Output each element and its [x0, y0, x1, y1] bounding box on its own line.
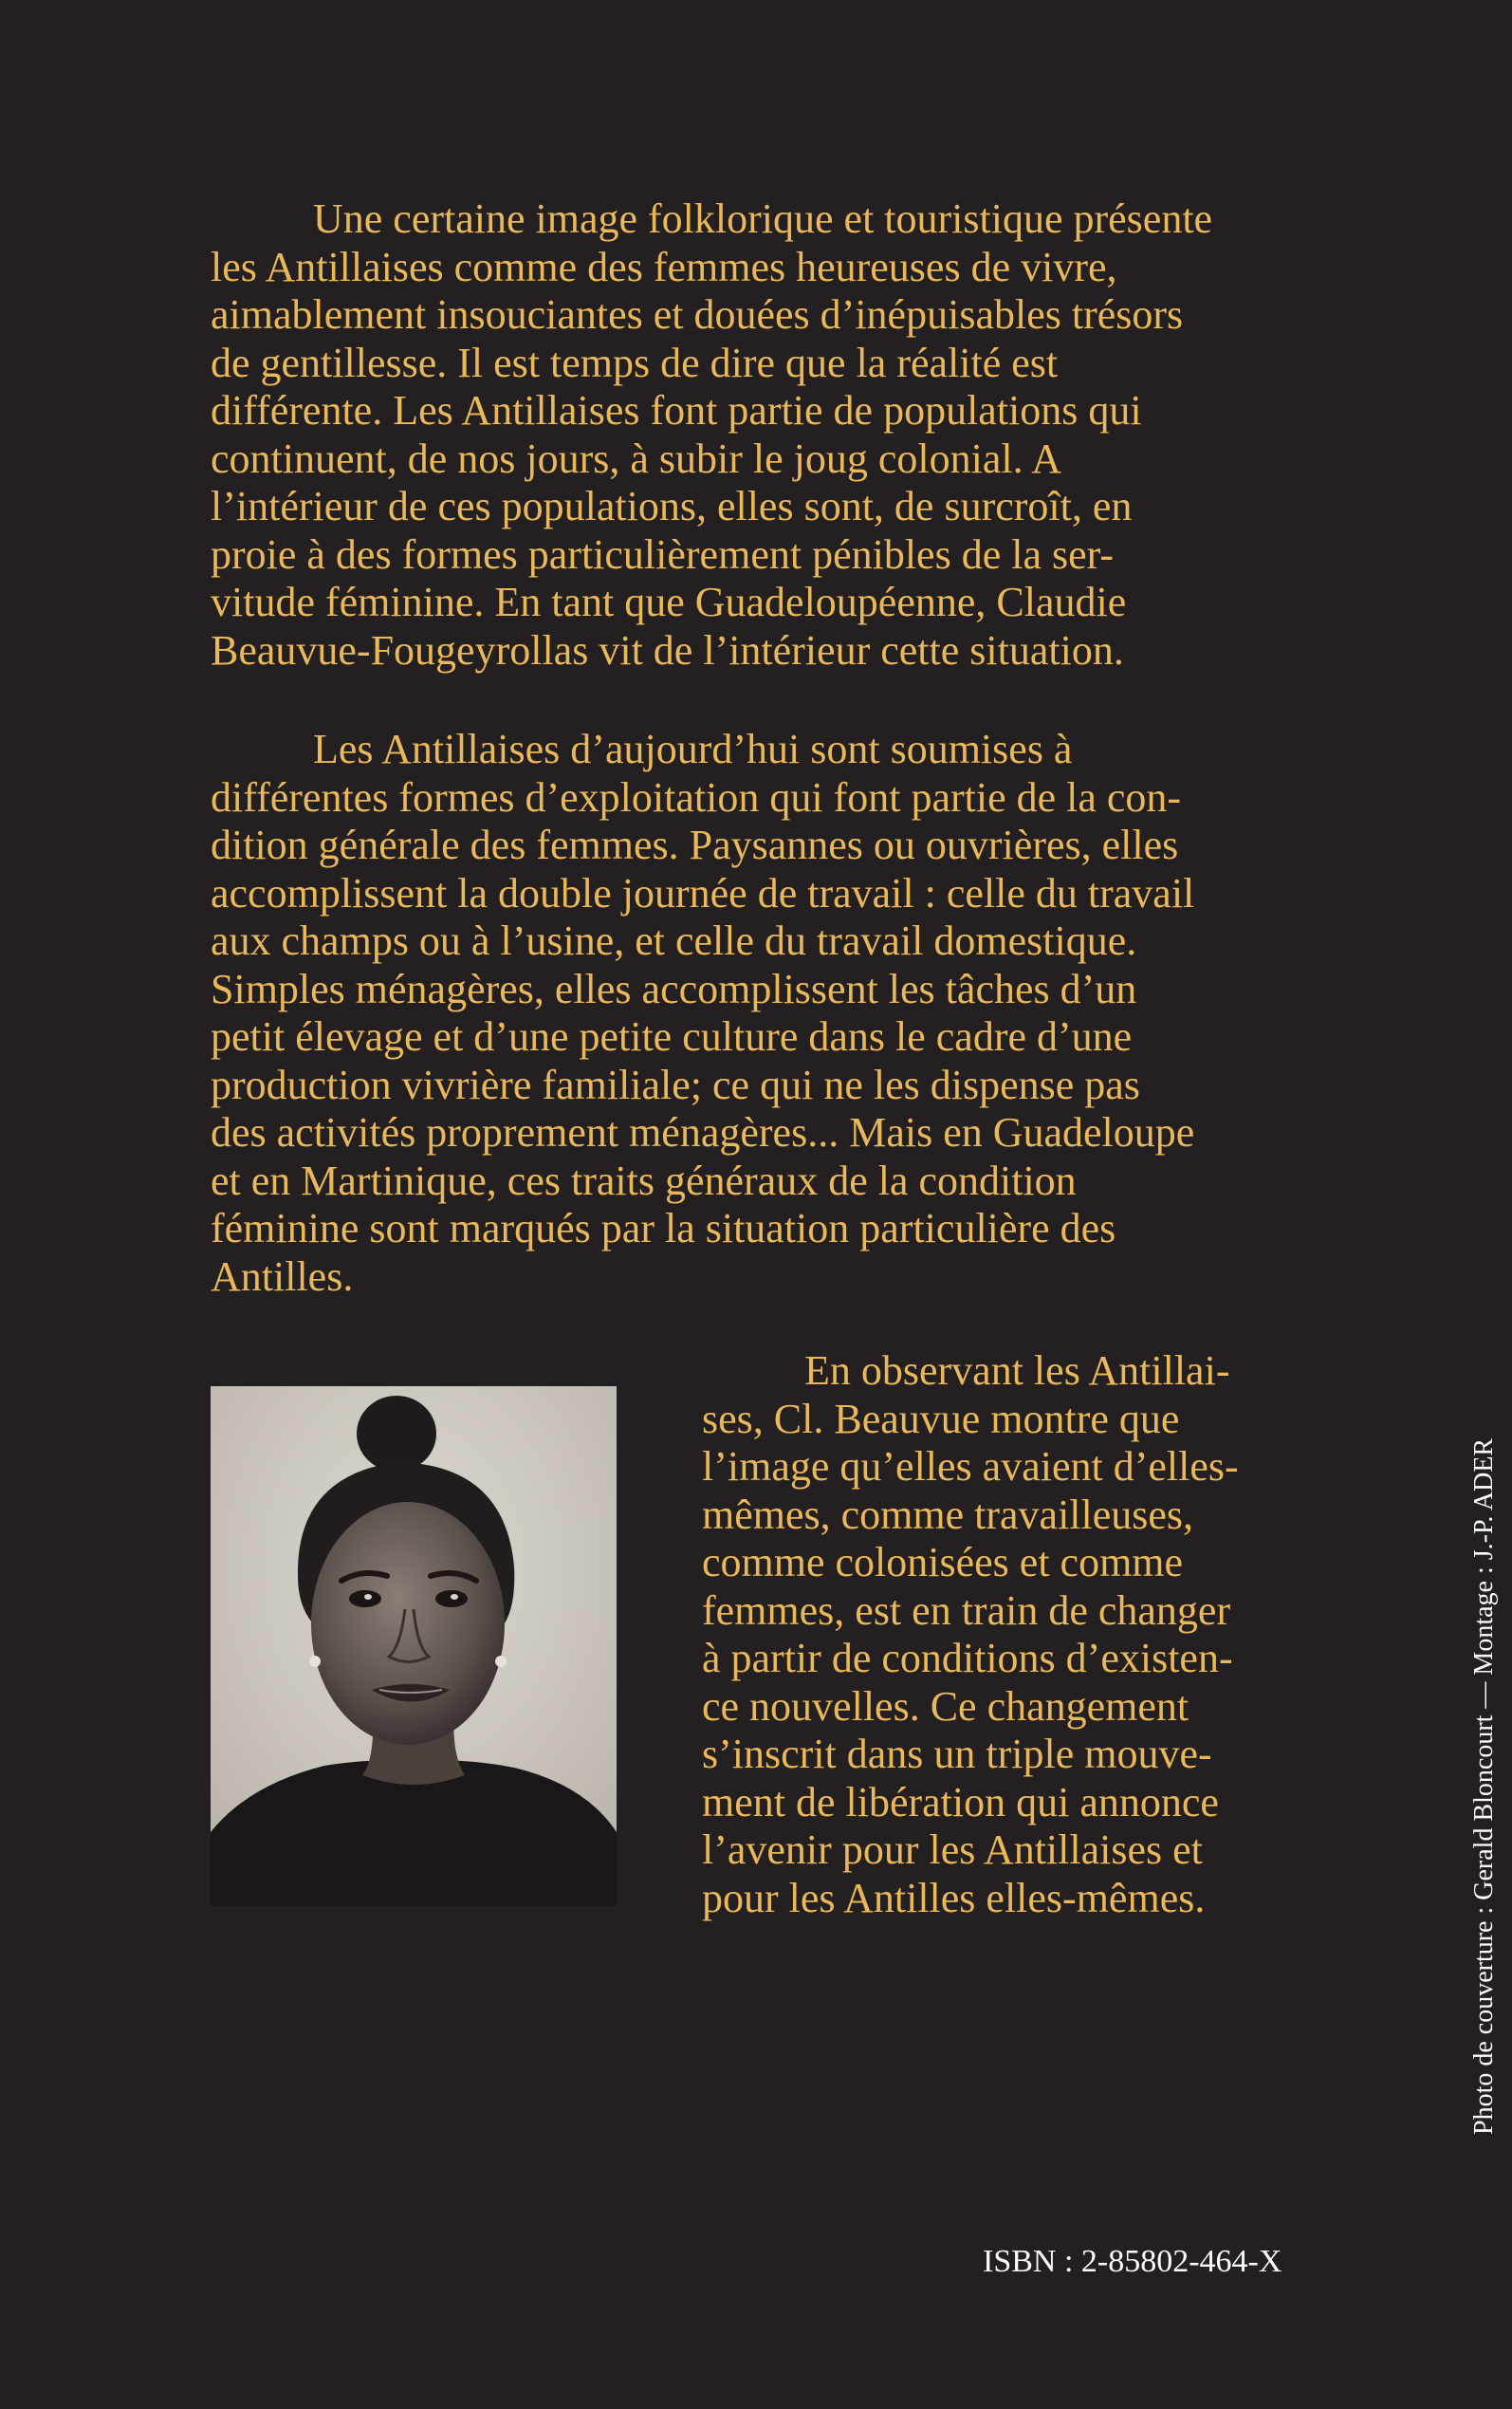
text-line: Les Antillaises d’aujourd’hui sont soumises à — [313, 726, 1073, 772]
author-portrait-image — [211, 1386, 617, 1906]
text-line: à partir de conditions d’existen- — [702, 1635, 1233, 1681]
author-photo — [211, 1386, 617, 1906]
text-line: petit élevage et d’une petite culture dans le cadre d’une — [211, 1013, 1133, 1060]
text-line: accomplissent la double journée de travail : celle du travail — [211, 869, 1195, 917]
text-line: production vivrière familiale; ce qui ne les dispense pas — [211, 1061, 1140, 1108]
text-line: de gentillesse. Il est temps de dire que la réalité est — [211, 339, 1059, 386]
text-line: Beauvue-Fougeyrollas vit de l’intérieur cette situation. — [211, 626, 1124, 674]
text-line: ses, Cl. Beauvue montre que — [702, 1395, 1180, 1442]
text-line: s’inscrit dans un triple mouve- — [702, 1731, 1212, 1777]
paragraph-exploitation — [211, 726, 1322, 1301]
text-line: l’avenir pour les Antillaises et — [702, 1826, 1203, 1873]
isbn-label: ISBN : 2-85802-464-X — [983, 2244, 1282, 2279]
cover-credit: Photo de couverture : Gerald Bloncourt — Montage : J.-P. ADER — [1469, 1437, 1499, 2135]
text-line: femmes, est en train de changer — [702, 1586, 1231, 1634]
text-line: différentes formes d’exploitation qui font partie de la con- — [211, 773, 1182, 821]
paragraph-intro — [211, 195, 1322, 675]
paragraph-observation — [702, 1347, 1313, 1922]
text-line: comme colonisées et comme — [702, 1539, 1184, 1585]
text-line: des activités proprement ménagères... Mais en Guadeloupe — [211, 1109, 1195, 1156]
text-line: l’intérieur de ces populations, elles sont, de surcroît, en — [211, 483, 1133, 529]
text-line: aimablement insouciantes et douées d’inépuisables trésors — [211, 291, 1184, 338]
text-line: l’image qu’elles avaient d’elles- — [702, 1443, 1239, 1490]
text-line: continuent, de nos jours, à subir le joug colonial. A — [211, 435, 1061, 482]
text-line: Une certaine image folklorique et touristique présente — [313, 195, 1213, 242]
text-line: différente. Les Antillaises font partie de populations qui — [211, 387, 1142, 434]
text-line: Antilles. — [211, 1252, 354, 1300]
text-line: vitude féminine. En tant que Guadeloupéenne, Claudie — [211, 579, 1127, 625]
text-line: pour les Antilles elles-mêmes. — [702, 1874, 1206, 1921]
text-line: Simples ménagères, elles accomplissent les tâches d’un — [211, 965, 1137, 1012]
text-line: proie à des formes particulièrement pénibles de la ser- — [211, 530, 1115, 578]
text-line: les Antillaises comme des femmes heureuses de vivre, — [211, 243, 1117, 290]
text-line: En observant les Antillai- — [804, 1347, 1230, 1394]
text-line: mêmes, comme travailleuses, — [702, 1491, 1194, 1538]
text-line: et en Martinique, ces traits généraux de la condition — [211, 1157, 1077, 1204]
text-line: aux champs ou à l’usine, et celle du travail domestique. — [211, 917, 1137, 964]
text-line: ment de libération qui annonce — [702, 1778, 1219, 1825]
text-line: dition générale des femmes. Paysannes ou ouvrières, elles — [211, 822, 1179, 868]
text-line: ce nouvelles. Ce changement — [702, 1682, 1189, 1730]
text-line: féminine sont marqués par la situation particulière des — [211, 1205, 1116, 1251]
